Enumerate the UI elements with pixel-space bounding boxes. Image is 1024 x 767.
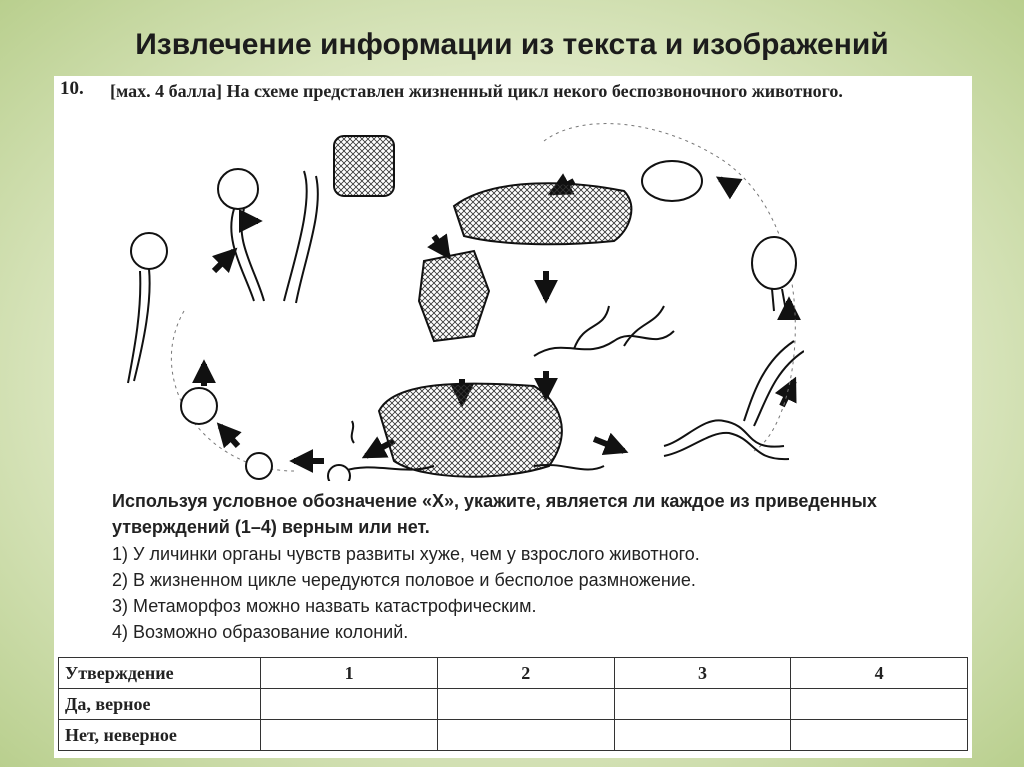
header-cell-statement: Утверждение [59,658,261,689]
answer-table [58,657,968,751]
answer-cell[interactable] [437,689,614,720]
metamorphosis-drawing [419,251,489,341]
larva-drawing [218,169,264,301]
task-header: [мах. 4 балла] На схеме представлен жизненный цикл некого беспозвоночного животного. [110,81,843,101]
cycle-arrow [214,251,234,271]
cleavage-drawing [246,453,272,479]
answer-cell[interactable] [261,720,438,751]
worksheet [54,76,972,758]
statement-3: 3) Метаморфоз можно назвать катастрофическим. [112,596,537,616]
life-cycle-diagram [104,121,804,481]
task-number: 10. [60,78,84,99]
header-cell-2: 2 [437,658,614,689]
statement-2: 2) В жизненном цикле чередуются половое и бесполое размножение. [112,570,696,590]
cycle-arrow [720,179,736,189]
budding-drawing [454,183,631,244]
adult-drawing [344,384,604,477]
table-header-row [59,658,968,689]
table-row-no [59,720,968,751]
statement-4: 4) Возможно образование колоний. [112,622,409,642]
egg-drawing [181,388,217,424]
answer-cell[interactable] [791,720,968,751]
larva-drawing [128,233,167,383]
question-intro: Используя условное обозначение «Х», укажите, является ли каждое из приведенных утверждений (1–4) верным или нет. [112,491,877,537]
sperm-drawing [352,421,354,443]
cycle-arrow [782,381,794,406]
row-label-no: Нет, неверное [59,720,261,751]
header-cell-4: 4 [791,658,968,689]
header-cell-3: 3 [614,658,791,689]
answer-cell[interactable] [614,689,791,720]
colony-drawing [534,306,674,356]
cycle-arrow [594,439,624,451]
answer-cell[interactable] [791,689,968,720]
row-label-yes: Да, верное [59,689,261,720]
answer-cell[interactable] [261,689,438,720]
polyp-drawing [642,161,796,311]
cycle-arrow [434,236,448,256]
larva-drawing [284,136,394,303]
table-row-yes [59,689,968,720]
cell-drawing [328,465,350,481]
cycle-arrow [220,426,238,446]
answer-cell[interactable] [614,720,791,751]
statement-1: 1) У личинки органы чувств развиты хуже, чем у взрослого животного. [112,544,700,564]
slide-title: Извлечение информации из текста и изображений [135,28,889,61]
answer-cell[interactable] [437,720,614,751]
header-cell-1: 1 [261,658,438,689]
